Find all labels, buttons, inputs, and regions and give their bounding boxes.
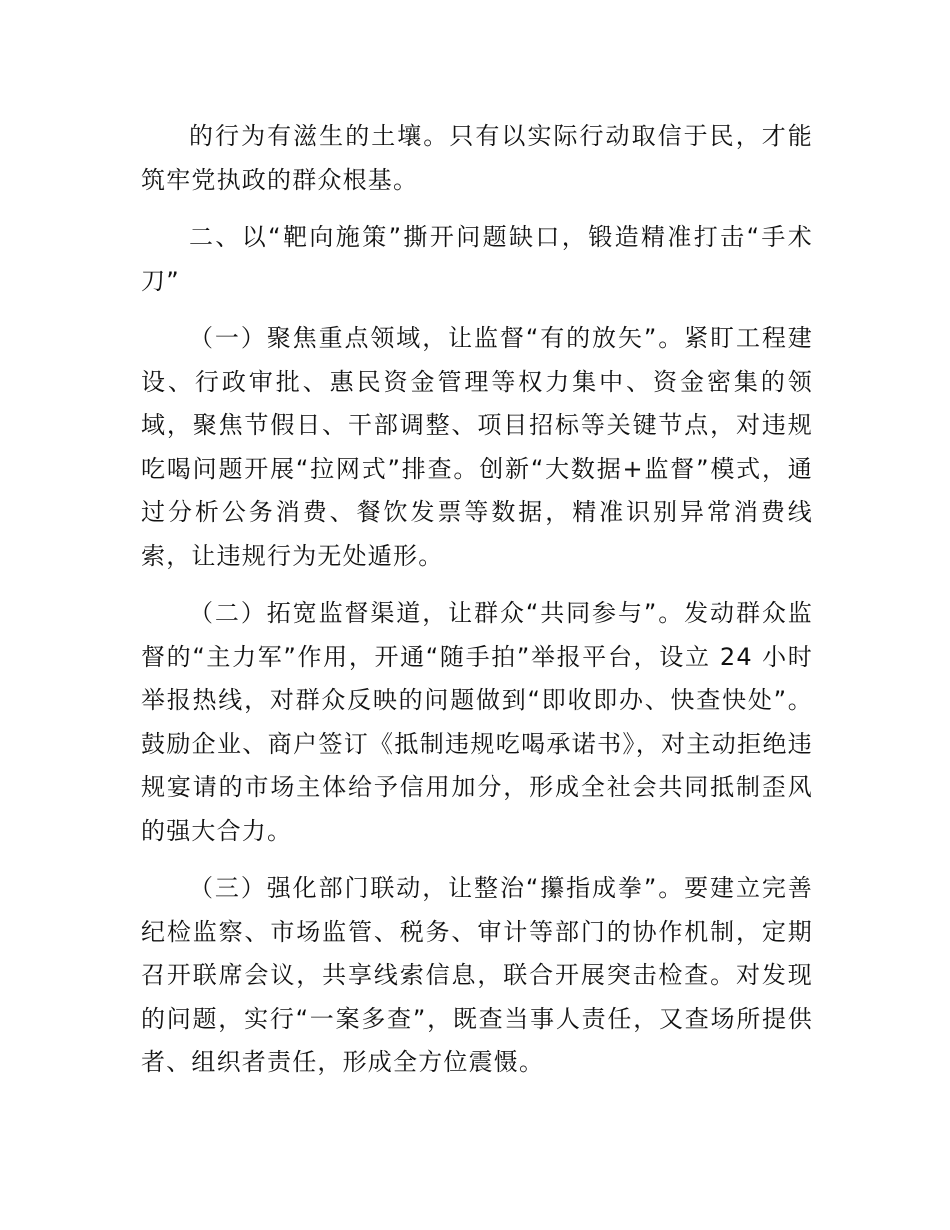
paragraph-focus-key-areas: （一）聚焦重点领域，让监督“有的放矢”。紧盯工程建设、行政审批、惠民资金管理等权力集中、资金密集的领域，聚焦节假日、干部调整、项目招标等关键节点，对违规吃喝问题开展“拉网式”排查。创新“大数据+监督”模式，通过分析公务消费、餐饮发票等数据，精准识别异常消费线索，让违规行为无处遁形。 xyxy=(141,324,813,570)
paragraph-broaden-channels: （二）拓宽监督渠道，让群众“共同参与”。发动群众监督的“主力军”作用，开通“随手拍”举报平台，设立 24 小时举报热线，对群众反映的问题做到“即收即办、快查快处”。鼓励企业、商户签订《抵制违规吃喝承诺书》，对主动拒绝违规宴请的市场主体给予信用加分，形成全社会共同抵制歪风的强大合力。 xyxy=(141,599,813,845)
section-heading-2: 二、以“靶向施策”撕开问题缺口，锻造精准打击“手术刀” xyxy=(141,223,813,295)
paragraph-department-linkage: （三）强化部门联动，让整治“攥指成拳”。要建立完善纪检监察、市场监管、税务、审计等部门的协作机制，定期召开联席会议，共享线索信息，联合开展突击检查。对发现的问题，实行“一案多查”，既查当事人责任，又查场所提供者、组织者责任，形成全方位震慑。 xyxy=(141,874,813,1076)
document-body xyxy=(141,115,813,1099)
paragraph-continuation: 的行为有滋生的土壤。只有以实际行动取信于民，才能筑牢党执政的群众根基。 xyxy=(141,122,813,194)
